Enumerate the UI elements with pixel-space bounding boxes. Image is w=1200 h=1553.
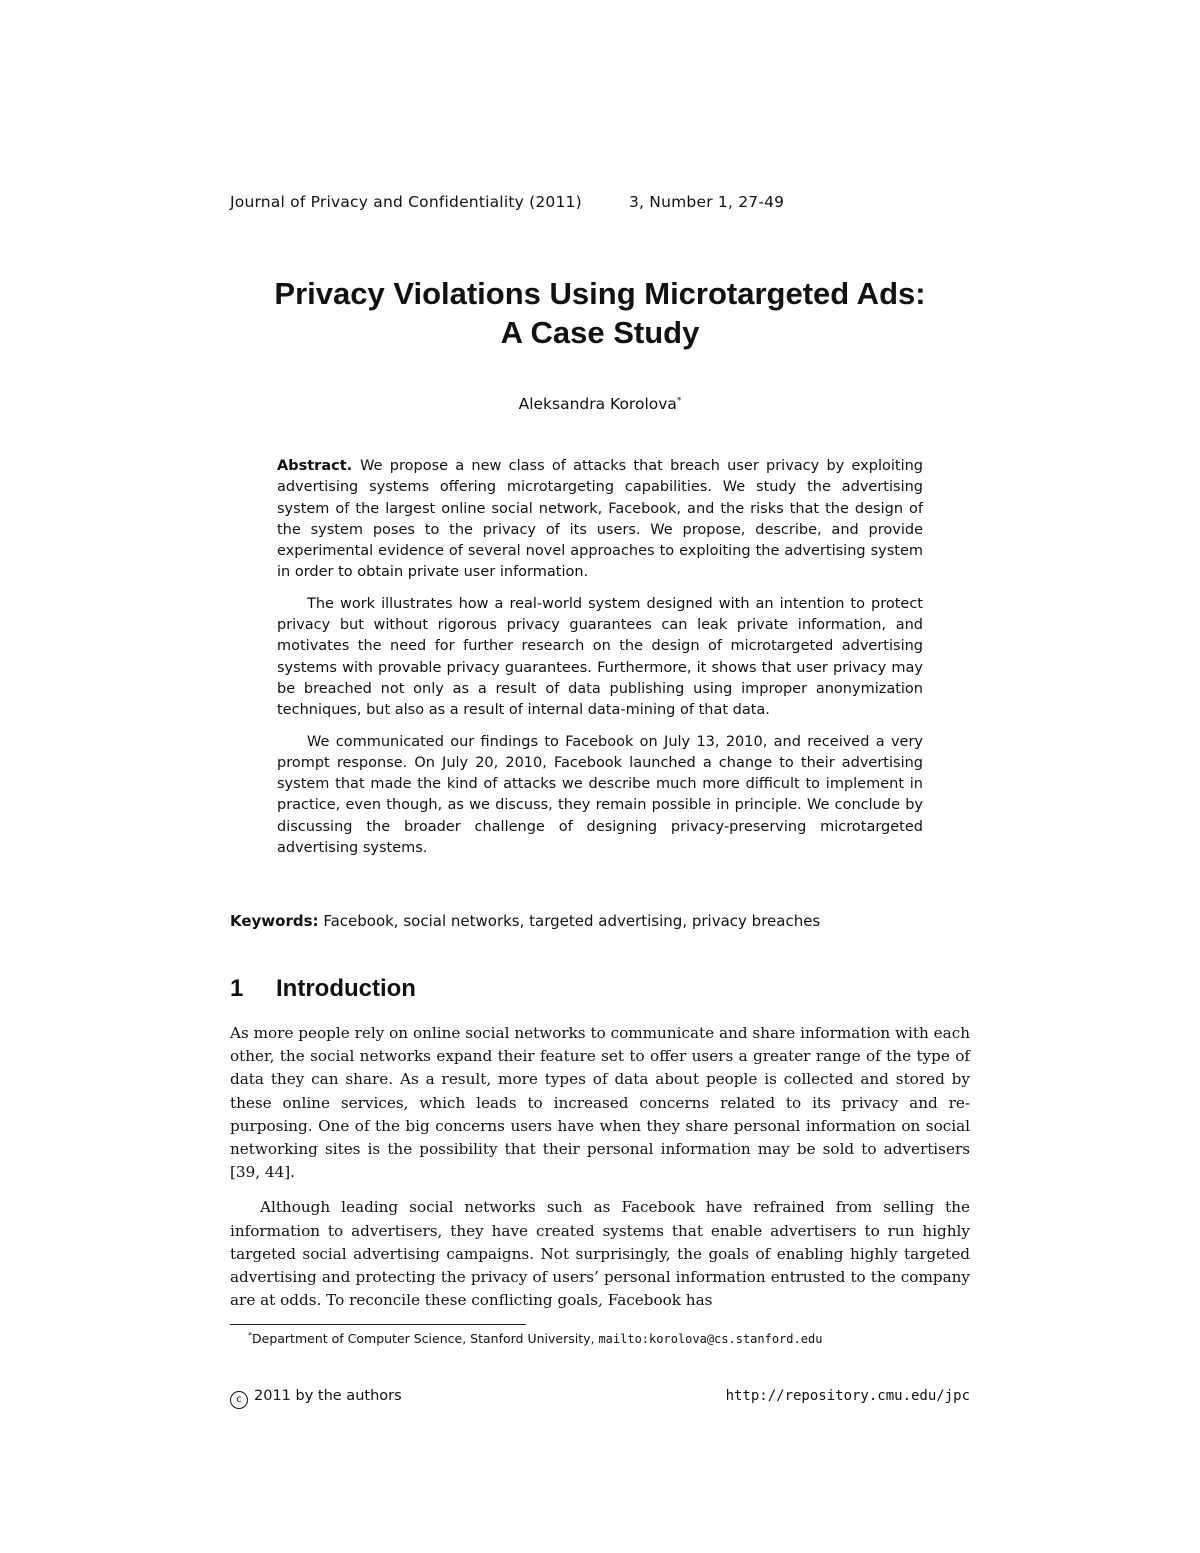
title-line-2: A Case Study [500,315,700,350]
abstract-paragraph-3: We communicated our findings to Facebook on July 13, 2010, and received a very prompt response. On July 20, 2010, Facebook launched a change to their advertising system that made the kind of attacks we describe much more difficult to implement in practice, even though, as we discuss, they remain possible in principle. We conclude by discussing the broader challenge of designing privacy-preserving microtargeted advertising systems. [277,733,923,857]
keywords-label: Keywords: [230,912,319,930]
copyright-icon: c [230,1391,248,1409]
abstract-paragraph-2: The work illustrates how a real-world system designed with an intention to protect privacy but without rigorous privacy guarantees can leak private information, and motivates the need for further research on the design of microtargeted advertising systems with provable privacy guarantees. Furthermore, it shows that user privacy may be breached not only as a result of data publishing using improper anonymization techniques, but also as a result of internal data-mining of that data. [277,595,923,719]
author-line [0,395,1200,413]
journal-volume: 3, Number 1, 27-49 [628,193,785,211]
paper-title [0,274,1200,352]
abstract-label: Abstract. [277,458,353,474]
section-number: 1 [230,975,244,1002]
author-name: Aleksandra Korolova [518,395,677,413]
footnote-divider [230,1324,526,1325]
footnote-text: Department of Computer Science, Stanford University, [252,1331,599,1346]
author-footnote-mark: * [676,396,682,406]
abstract [277,456,923,869]
title-line-1: Privacy Violations Using Microtargeted Ads: [274,276,926,311]
keywords-list: Facebook, social networks, targeted advertising, privacy breaches [323,912,821,930]
footnote-email-link[interactable]: mailto:korolova@cs.stanford.edu [598,1332,823,1346]
copyright-text: 2011 by the authors [254,1388,402,1404]
footnote [248,1331,968,1346]
repository-link[interactable]: http://repository.cmu.edu/jpc [725,1388,970,1404]
copyright [230,1388,402,1409]
journal-name: Journal of Privacy and Confidentiality (2011) [230,193,582,211]
section-title: Introduction [276,975,416,1002]
abstract-paragraph-1 [277,456,923,584]
intro-paragraph-2: Although leading social networks such as Facebook have refrained from selling the information to advertisers, they have created systems that enable advertisers to run highly targeted social advertising campaigns. Not surprisingly, the goals of enabling highly targeted advertising and protecting the privacy of users’ personal information entrusted to the company are at odds. To reconcile these conflicting goals, Facebook has [230,1198,970,1310]
keywords [230,912,970,930]
intro-paragraph-1: As more people rely on online social networks to communicate and share information with each other, the social networks expand their feature set to offer users a greater range of the type of data they can share. As a result, more types of data about people is collected and stored by these online services, which leads to increased concerns related to its privacy and re-purposing. One of the big concerns users have when they share personal information on social networking sites is the possibility that their personal information may be sold to advertisers [39, 44]. [230,1024,970,1182]
introduction-body [230,1022,970,1324]
section-heading-introduction [230,975,416,1003]
abstract-text-1: We propose a new class of attacks that breach user privacy by exploiting advertising systems offering microtargeting capabilities. We study the advertising system of the largest online social network, Facebook, and the risks that the design of the system poses to the privacy of its users. We propose, describe, and provide experimental evidence of several novel approaches to exploiting the advertising system in order to obtain private user information. [277,458,923,581]
journal-header [230,193,850,211]
footnote-mark: * [248,1331,252,1340]
